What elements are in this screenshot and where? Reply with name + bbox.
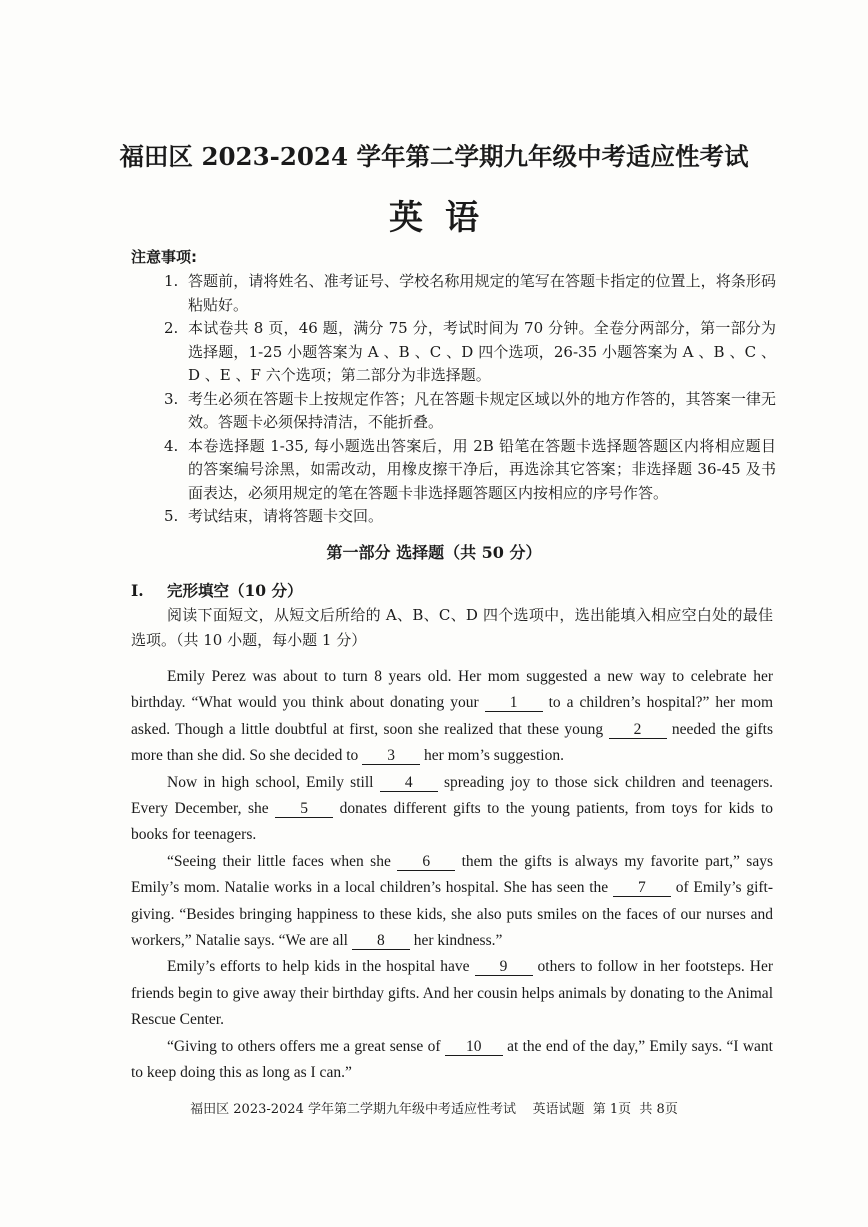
notice-item bbox=[164, 505, 776, 529]
passage-text: Emily’s efforts to help kids in the hospital have bbox=[167, 958, 470, 976]
cloze-blank: 4 bbox=[380, 775, 438, 792]
passage-paragraph bbox=[131, 770, 773, 849]
cloze-blank: 5 bbox=[275, 801, 333, 818]
exam-title: 福田区 2023-2024 学年第二学期九年级中考适应性考试 bbox=[119, 142, 749, 171]
cloze-blank: 3 bbox=[362, 748, 420, 765]
section-instruction: 阅读下面短文，从短文后所给的 A、B、C、D 四个选项中，选出能填入相应空白处的最佳选项。（共 10 小题，每小题 1 分） bbox=[131, 606, 773, 649]
passage-text: donates different gifts to the young patients, from toys for kids to books for teenagers. bbox=[131, 800, 774, 844]
section-number: I. bbox=[131, 581, 144, 600]
notice-item-text: 考生必须在答题卡上按规定作答；凡在答题卡规定区域以外的地方作答的，其答案一律无效。答题卡必须保持清洁，不能折叠。 bbox=[188, 389, 776, 431]
passage-text: others to follow in her footsteps. Her friends begin to give away their birthday gifts. And her cousin helps animals by donating to the Animal Rescue Center. bbox=[131, 958, 774, 1029]
section-title: 完形填空（10 分） bbox=[167, 581, 303, 600]
passage-text: Emily Perez was about to turn 8 years old. Her mom suggested a new way to celebrate her birthday. “What would you think about donating your bbox=[131, 668, 773, 712]
passage-text: her mom’s suggestion. bbox=[424, 747, 564, 765]
notice-list bbox=[164, 270, 776, 529]
page-footer: 福田区 2023-2024 学年第二学期九年级中考适应性考试 英语试题 第 1页 共 8页 bbox=[190, 1102, 678, 1117]
notice-item-number: 5. bbox=[164, 507, 179, 525]
notice-heading: 注意事项: bbox=[131, 248, 197, 266]
passage-paragraph bbox=[131, 849, 773, 955]
notice-item-number: 2. bbox=[164, 319, 179, 337]
passage-text: at the end of the day,” Emily says. “I want to keep doing this as long as I can.” bbox=[131, 1037, 773, 1082]
passage-paragraph bbox=[131, 954, 773, 1033]
cloze-blank: 6 bbox=[397, 854, 455, 871]
cloze-passage bbox=[131, 664, 773, 1087]
notice-item bbox=[164, 388, 776, 435]
notice-item-number: 1. bbox=[164, 272, 179, 290]
cloze-blank: 10 bbox=[445, 1039, 503, 1056]
subject-title: 英语 bbox=[389, 198, 501, 238]
notice-item-text: 本试卷共 8 页，46 题，满分 75 分，考试时间为 70 分钟。全卷分两部分，第一部分为选择题，1-25 小题答案为 A 、B 、C 、D 四个选项，26-35 小题答案为 A 、B 、C 、D 、E 、F 六个选项；第二部分为非选择题。 bbox=[188, 319, 776, 384]
notice-item bbox=[164, 317, 776, 388]
notice-item-number: 4. bbox=[164, 436, 179, 455]
notice-item bbox=[164, 435, 776, 506]
cloze-blank: 9 bbox=[475, 959, 533, 976]
passage-text: of Emily’s gift-giving. “Besides bringing happiness to these kids, she also puts smiles on the faces of our nurses and workers,” Natalie says. “We are all bbox=[131, 879, 774, 950]
notice-item bbox=[164, 270, 776, 317]
passage-text: Now in high school, Emily still bbox=[167, 773, 374, 791]
passage-text: “Giving to others offers me a great sense of bbox=[167, 1037, 441, 1055]
passage-text: to a children’s hospital?” her mom asked. Though a little doubtful at first, soon she realized that these young bbox=[131, 694, 774, 738]
cloze-blank: 7 bbox=[613, 880, 671, 897]
section-heading bbox=[131, 579, 302, 601]
passage-text: her kindness.” bbox=[413, 932, 503, 950]
passage-paragraph bbox=[131, 1034, 773, 1087]
notice-item-number: 3. bbox=[164, 389, 179, 408]
cloze-blank: 2 bbox=[609, 722, 667, 739]
notice-item-text: 本卷选择题 1-35, 每小题选出答案后，用 2B 铅笔在答题卡选择题答题区内将相应题目的答案编号涂黑，如需改动，用橡皮擦干净后，再选涂其它答案；非选择题 36-45 及书面表达，必须用规定的笔在答题卡非选择题答题区内按相应的序号作答。 bbox=[188, 436, 776, 502]
notice-item-text: 答题前，请将姓名、准考证号、学校名称用规定的笔写在答题卡指定的位置上，将条形码粘贴好。 bbox=[188, 272, 776, 314]
cloze-blank: 8 bbox=[352, 933, 410, 950]
cloze-blank: 1 bbox=[485, 695, 543, 712]
notice-item-text: 考试结束，请将答题卡交回。 bbox=[188, 507, 384, 525]
passage-paragraph bbox=[131, 664, 773, 770]
passage-text: “Seeing their little faces when she bbox=[167, 852, 391, 870]
passage-text: needed the gifts more than she did. So she decided to bbox=[131, 720, 774, 765]
passage-text: them the gifts is always my favorite part,” says Emily’s mom. Natalie works in a local children’s hospital. She has seen the bbox=[131, 852, 773, 897]
passage-text: spreading joy to those sick children and teenagers. Every December, she bbox=[131, 773, 774, 818]
part-one-title: 第一部分 选择题（共 50 分） bbox=[326, 543, 542, 562]
